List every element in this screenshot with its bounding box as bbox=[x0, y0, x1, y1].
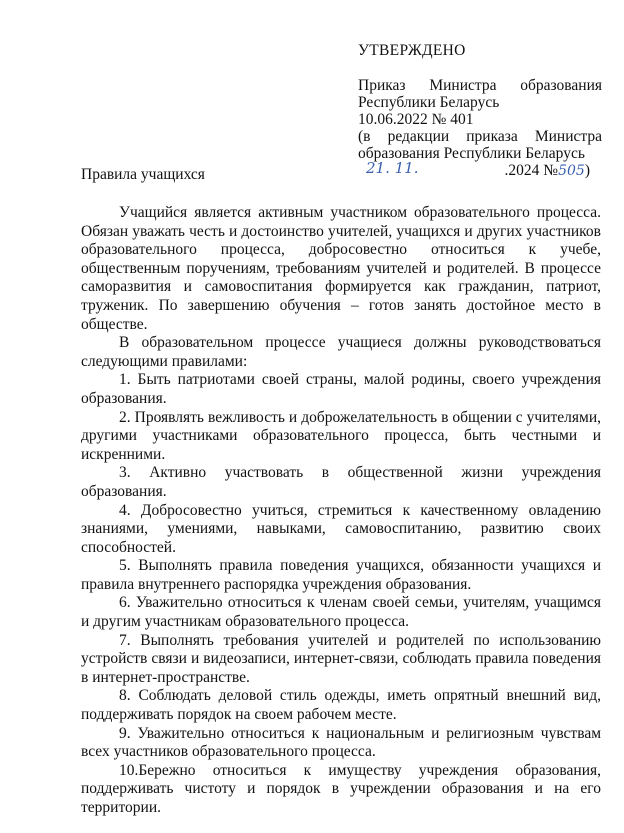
rule-text: Добросовестно учиться, стремиться к качественному овладению знаниями, умениями, навыками, самовоспитанию, развитию своих способностей. bbox=[81, 501, 602, 556]
rule-item bbox=[81, 632, 601, 688]
rule-number: 9. bbox=[119, 724, 131, 742]
order-line-1: Приказ Министра образования bbox=[358, 77, 602, 94]
approval-title: УТВЕРЖДЕНО bbox=[358, 42, 466, 59]
rule-item bbox=[81, 464, 601, 501]
rule-text: Уважительно относиться к национальным и религиозным чувствам всех участников образовательного процесса. bbox=[81, 724, 602, 761]
rules-title: Правила учащихся bbox=[81, 166, 205, 183]
rule-number: 2. bbox=[119, 408, 131, 426]
rule-item bbox=[81, 594, 601, 631]
rule-text: Выполнять правила поведения учащихся, обязанности учащихся и правила внутреннего распорядка учреждения образования. bbox=[81, 557, 602, 593]
rule-number: 4. bbox=[119, 501, 131, 519]
approval-block bbox=[358, 42, 602, 180]
rule-item bbox=[81, 409, 601, 465]
order-line-2: Республики Беларусь bbox=[358, 94, 500, 111]
handwritten-number: 505 bbox=[558, 163, 585, 179]
amend-date-line bbox=[358, 159, 602, 180]
rule-text: Бережно относиться к имуществу учреждения образования, поддерживать чистоту и порядок в учреждении образования и на его территории. bbox=[81, 761, 601, 816]
amend-year: .2024 № bbox=[504, 162, 559, 179]
rule-item bbox=[81, 725, 601, 762]
rule-item bbox=[81, 502, 601, 558]
intro-lead-paragraph: В образовательном процессе учащиеся должны руководствоваться следующими правилами: bbox=[81, 334, 601, 370]
rule-number: 3. bbox=[119, 464, 131, 482]
amend-year-number bbox=[505, 162, 590, 180]
close-paren: ) bbox=[584, 162, 590, 179]
intro-paragraph: Учащийся является активным участником образовательного процесса. Обязан уважать честь и достоинство учителей, учащихся и других участников образовательного процесса, добросовестно относиться к учебе, общественным поручениям, требованиям учителей и родителей. В процессе саморазвития и самовоспитания формируется как гражданин, патриот, труженик. По завершению обучения – готов занять достойное место в обществе. bbox=[81, 204, 601, 333]
rule-number: 7. bbox=[119, 631, 131, 649]
rule-text: Быть патриотами своей страны, малой родины, своего учреждения образования. bbox=[81, 371, 601, 407]
handwritten-date: 21. 11. bbox=[366, 159, 419, 177]
rule-number: 5. bbox=[119, 557, 131, 575]
amend-line-2: образования Республики Беларусь bbox=[358, 145, 585, 162]
rules-body bbox=[81, 204, 601, 818]
order-line-3: 10.06.2022 № 401 bbox=[358, 111, 474, 128]
rule-item bbox=[81, 762, 601, 818]
rule-text: Уважительно относиться к членам своей семьи, учителям, учащимся и другим участникам образовательного процесса. bbox=[81, 594, 601, 631]
rule-item bbox=[81, 557, 601, 594]
rule-text: Выполнять требования учителей и родителей по использованию устройств связи и видеозаписи, интернет-связи, соблюдать правила поведения в интернет-пространстве. bbox=[81, 631, 602, 686]
rule-text: Соблюдать деловой стиль одежды, иметь опрятный внешний вид, поддерживать порядок на своем рабочем месте. bbox=[81, 687, 601, 724]
rule-number: 8. bbox=[119, 687, 131, 705]
rule-text: Активно участвовать в общественной жизни учреждения образования. bbox=[81, 464, 602, 500]
rule-number: 6. bbox=[119, 594, 131, 612]
rule-item bbox=[81, 371, 601, 408]
rule-item bbox=[81, 687, 601, 724]
rule-text: Проявлять вежливость и доброжелательность в общении с учителями, другими участниками образовательного процесса, быть честными и искренними. bbox=[81, 408, 601, 463]
rule-number: 1. bbox=[119, 371, 131, 389]
amend-line-1: (в редакции приказа Министра bbox=[358, 128, 602, 145]
rule-number: 10. bbox=[119, 761, 139, 779]
